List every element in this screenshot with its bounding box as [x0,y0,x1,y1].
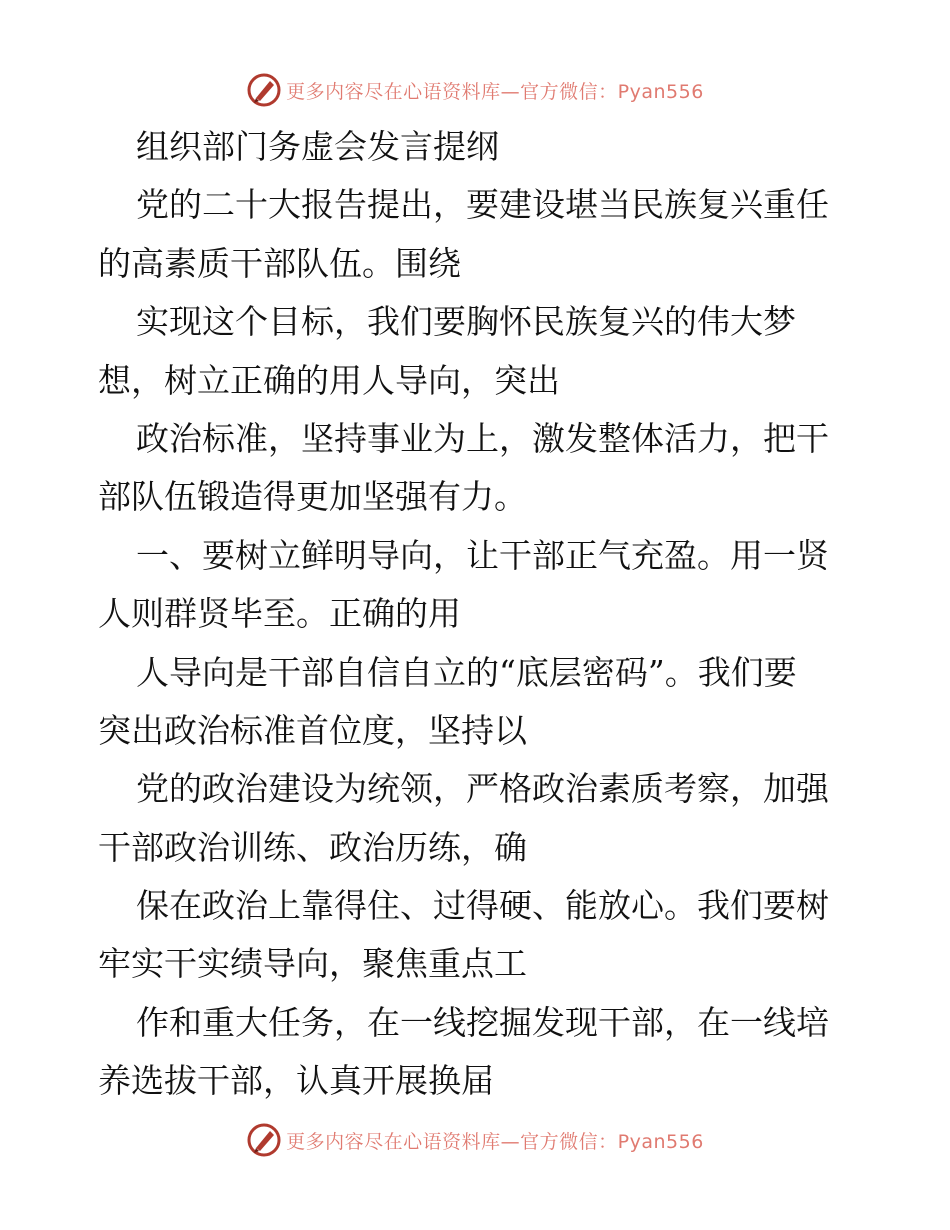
banner-text: 更多内容尽在心语资料库—官方微信：Pyan556 [286,80,704,103]
text-line: 部队伍锻造得更加坚强有力。 [98,477,527,517]
text-line: 党的二十大报告提出，要建设堪当民族复兴重任 [136,185,829,225]
text-line: 突出政治标准首位度，坚持以 [98,710,527,750]
header-banner [0,70,950,110]
text-line: 人导向是干部自信自立的“底层密码”。我们要 [136,652,797,692]
pen-circle-logo-icon [246,72,282,108]
text-line: 养选拔干部，认真开展换届 [98,1061,494,1101]
document-body [98,118,858,1111]
text-line: 政治标准，坚持事业为上，激发整体活力，把干 [136,418,829,458]
text-line: 作和重大任务，在一线挖掘发现干部，在一线培 [136,1002,829,1042]
text-line: 实现这个目标，我们要胸怀民族复兴的伟大梦 [136,302,796,342]
text-line: 想，树立正确的用人导向，突出 [98,360,560,400]
text-line: 人则群贤毕至。正确的用 [98,594,461,634]
text-line: 的高素质干部队伍。围绕 [98,243,461,283]
banner-text: 更多内容尽在心语资料库—官方微信：Pyan556 [286,1130,704,1153]
text-line: 干部政治训练、政治历练，确 [98,827,527,867]
text-line: 党的政治建设为统领，严格政治素质考察，加强 [136,769,829,809]
pen-circle-logo-icon [246,1122,282,1158]
footer-banner [0,1120,950,1160]
text-line: 组织部门务虚会发言提纲 [136,127,499,166]
text-line: 牢实干实绩导向，聚焦重点工 [98,944,527,984]
text-line: 一、要树立鲜明导向，让干部正气充盈。用一贤 [136,535,829,575]
text-line: 保在政治上靠得住、过得硬、能放心。我们要树 [136,886,829,926]
